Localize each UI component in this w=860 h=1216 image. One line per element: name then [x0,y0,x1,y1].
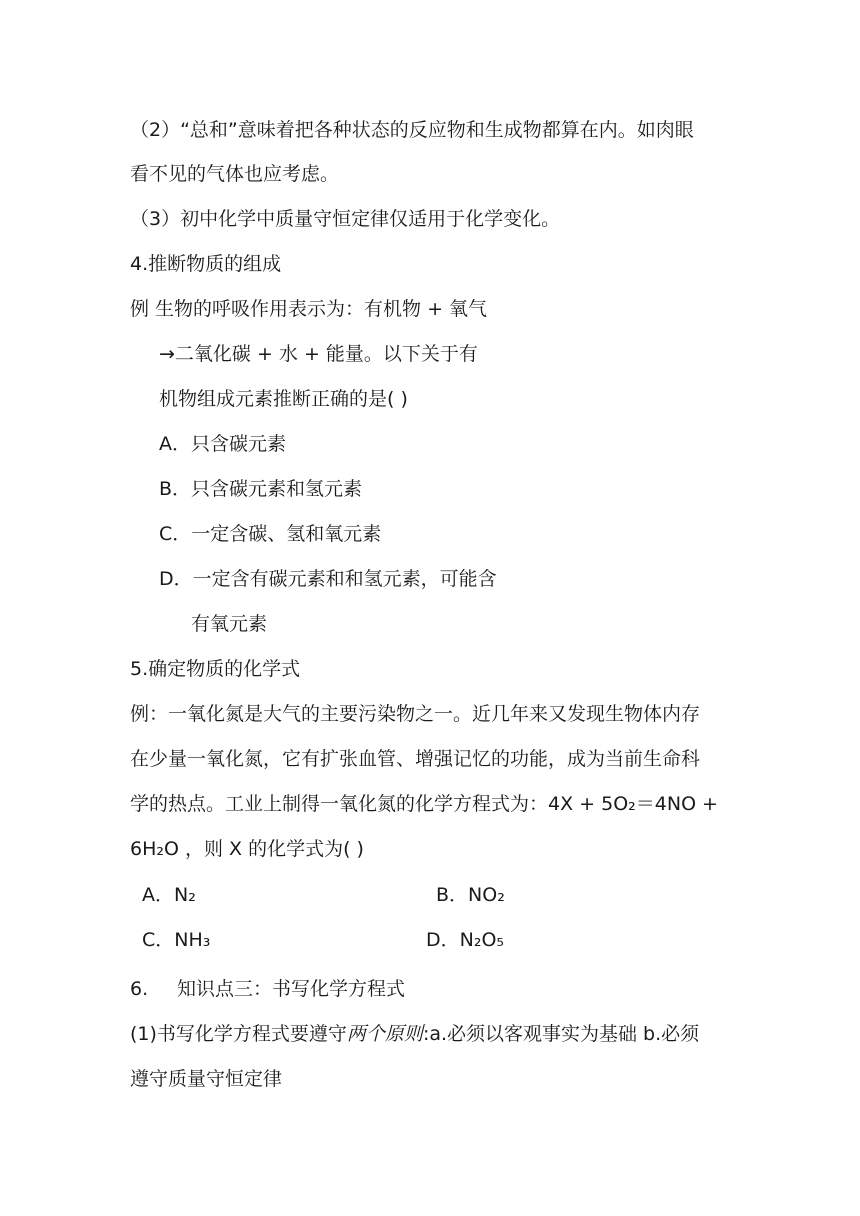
example-2-line-3: 学的热点。工业上制得一氧化氮的化学方程式为：4X + 5O₂＝4NO + [130,793,718,815]
example-1-option-b: B．只含碳元素和氢元素 [159,478,363,500]
example-1-option-a: A．只含碳元素 [159,433,286,455]
example-2-line-2: 在少量一氧化氮，它有扩张血管、增强记忆的功能，成为当前生命科 [130,748,701,770]
example-2-option-b: B．NO₂ [436,884,505,906]
heading-6-number: 6. [130,978,149,1000]
paragraph-6-suffix: :a.必须以客观事实为基础 b.必须 [422,1023,700,1045]
example-2-line-4: 6H₂O ，则 X 的化学式为( ) [130,838,364,860]
paragraph-6-line-2: 遵守质量守恒定律 [130,1068,283,1090]
example-1-option-d-line-2: 有氧元素 [191,613,268,635]
heading-4: 4.推断物质的组成 [130,253,282,275]
paragraph-2-line-2: 看不见的气体也应考虑。 [130,163,340,185]
example-1-option-c: C．一定含碳、氢和氧元素 [159,523,382,545]
example-1-line-3: 机物组成元素推断正确的是( ) [159,388,408,410]
example-2-option-a: A．N₂ [142,884,196,906]
paragraph-6-prefix: (1)书写化学方程式要遵守 [130,1023,347,1045]
example-1-option-d-line-1: D．一定含有碳元素和和氢元素，可能含 [159,568,497,590]
example-1-line-1: 例 生物的呼吸作用表示为：有机物 + 氧气 [130,298,488,320]
heading-6-text: 知识点三：书写化学方程式 [177,978,406,1000]
example-2-option-d: D．N₂O₅ [426,929,505,951]
paragraph-3: （3）初中化学中质量守恒定律仅适用于化学变化。 [130,208,561,230]
paragraph-2-line-1: （2）“总和”意味着把各种状态的反应物和生成物都算在内。如肉眼 [130,119,694,141]
example-2-line-1: 例：一氧化氮是大气的主要污染物之一。近几年来又发现生物体内存 [130,703,701,725]
example-2-option-c: C．NH₃ [142,929,211,951]
example-1-line-2: →二氧化碳 + 水 + 能量。以下关于有 [159,343,478,365]
paragraph-6-line-1 [130,1021,699,1047]
paragraph-6-emphasis: 两个原则 [346,1023,423,1045]
heading-5: 5.确定物质的化学式 [130,658,301,680]
